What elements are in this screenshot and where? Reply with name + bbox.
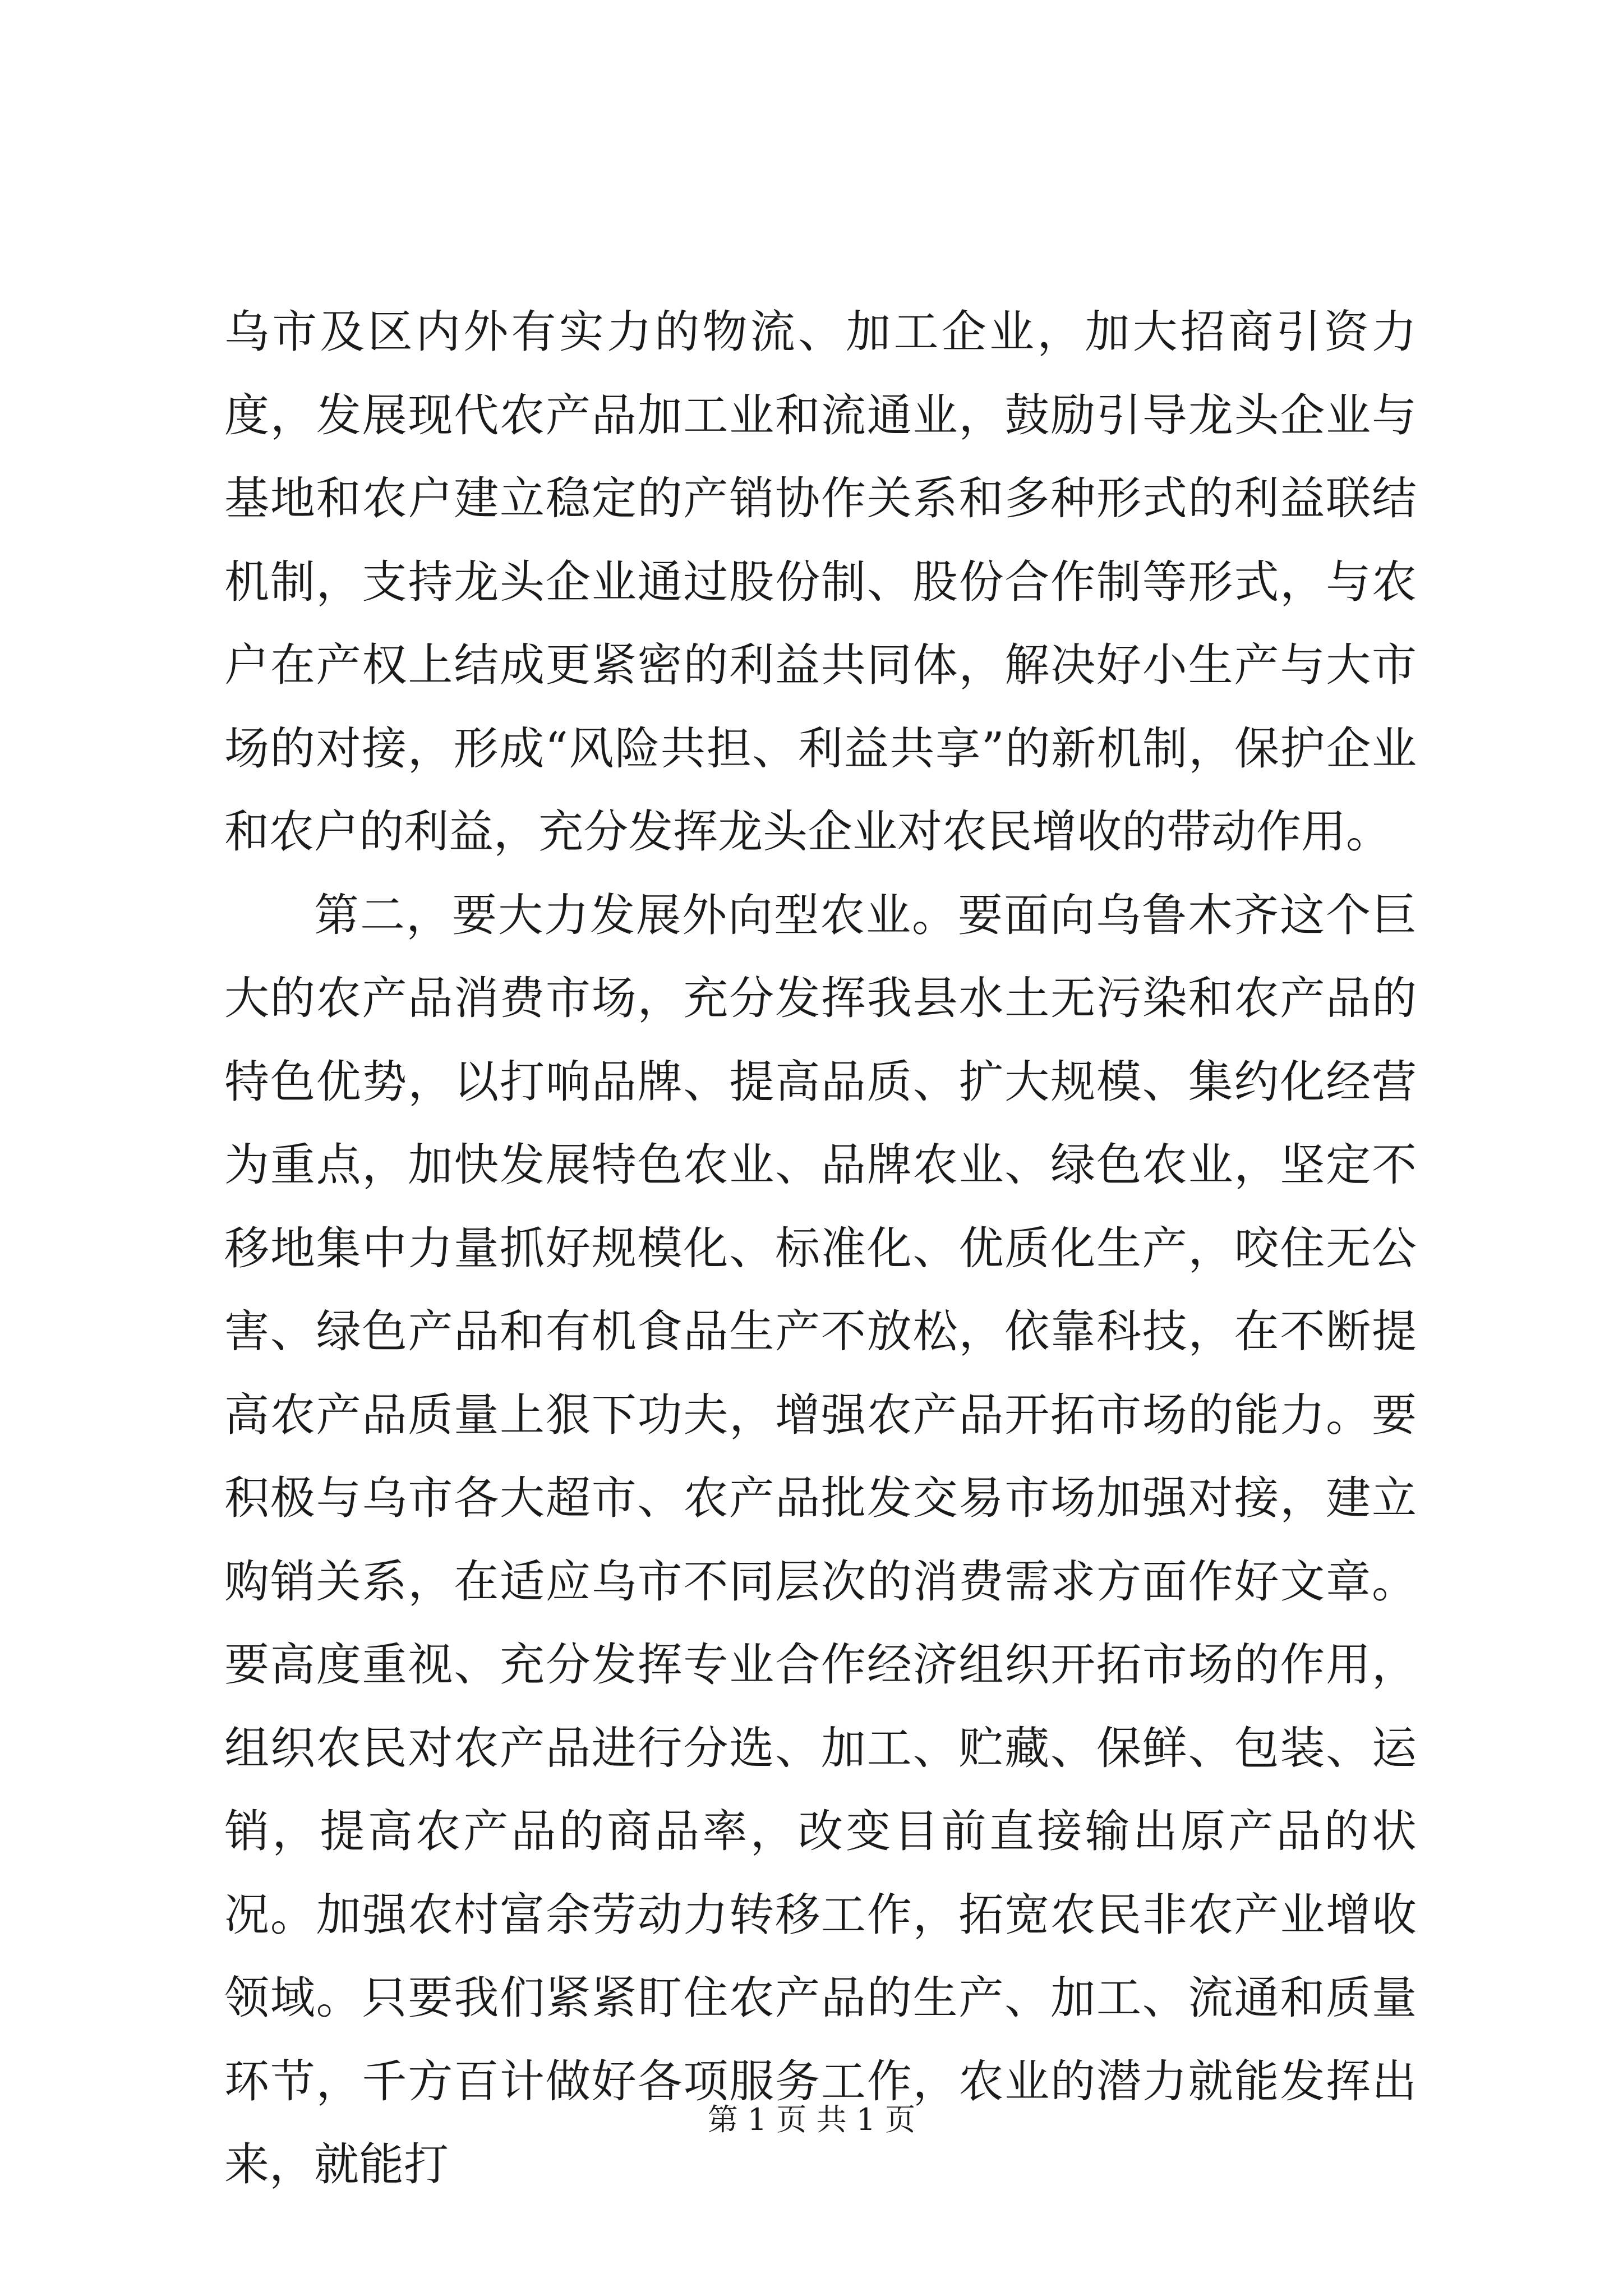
document-body xyxy=(224,291,1417,2207)
page-footer: 第 1 页 共 1 页 xyxy=(707,2102,916,2137)
paragraph-1: 乌市及区内外有实力的物流、加工企业，加大招商引资力度，发展现代农产品加工业和流通业，鼓励引导龙头企业与基地和农户建立稳定的产销协作关系和多种形式的利益联结机制，支持龙头企业通过股份制、股份合作制等形式，与农户在产权上结成更紧密的利益共同体，解决好小生产与大市场的对接，形成“风险共担、利益共享”的新机制，保护企业和农户的利益，充分发挥龙头企业对农民增收的带动作用。 xyxy=(224,306,1417,858)
paragraph-2: 第二，要大力发展外向型农业。要面向乌鲁木齐这个巨大的农产品消费市场，充分发挥我县水土无污染和农产品的特色优势，以打响品牌、提高品质、扩大规模、集约化经营为重点，加快发展特色农业、品牌农业、绿色农业，坚定不移地集中力量抓好规模化、标准化、优质化生产，咬住无公害、绿色产品和有机食品生产不放松，依靠科技，在不断提高农产品质量上狠下功夫，增强农产品开拓市场的能力。要积极与乌市各大超市、农产品批发交易市场加强对接，建立购销关系，在适应乌市不同层次的消费需求方面作好文章。要高度重视、充分发挥专业合作经济组织开拓市场的作用，组织农民对农产品进行分选、加工、贮藏、保鲜、包装、运销，提高农产品的商品率，改变目前直接输出原产品的状况。加强农村富余劳动力转移工作，拓宽农民非农产业增收领域。只要我们紧紧盯住农产品的生产、加工、流通和质量环节，千方百计做好各项服务工作，农业的潜力就能发挥出来，就能打 xyxy=(224,889,1417,2191)
